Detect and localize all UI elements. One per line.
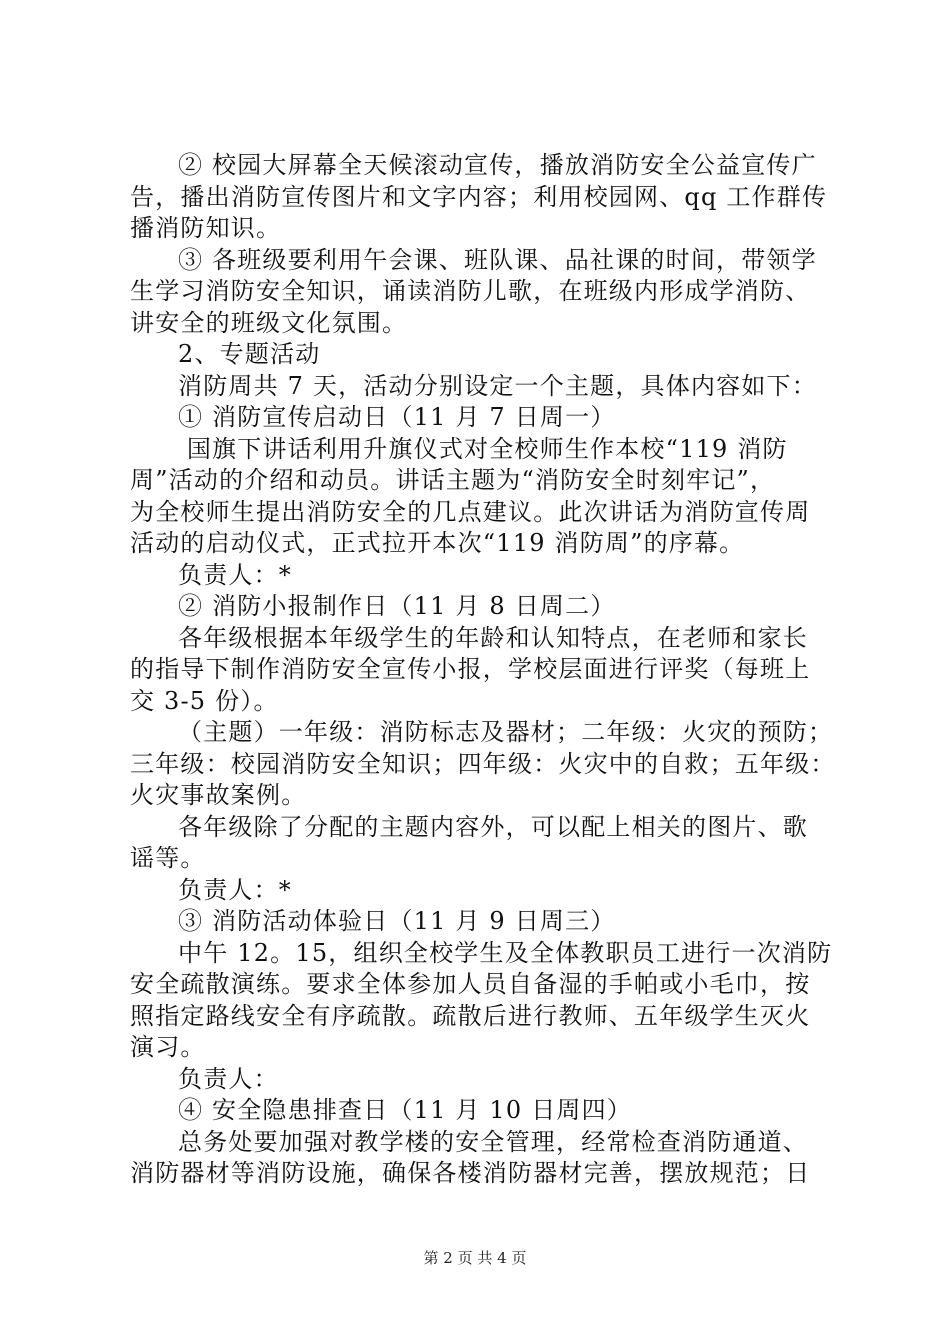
text-line: 负责人：* <box>178 875 292 904</box>
text-line: 消防周共 7 天，活动分别设定一个主题，具体内容如下： <box>178 371 817 400</box>
text-line: 谣等。 <box>130 844 206 872</box>
page-footer: 第 2 页 共 4 页 <box>423 1249 527 1267</box>
text-line: 活动的启动仪式，正式拉开本次“119 消防周”的序幕。 <box>130 529 745 557</box>
text-line: 照指定路线安全有序疏散。疏散后进行教师、五年级学生灭火 <box>130 1001 811 1030</box>
text-line: 负责人： <box>178 1064 279 1093</box>
text-line: ② 消防小报制作日（11 月 8 日周二） <box>178 592 616 620</box>
text-line: 各年级根据本年级学生的年龄和认知特点，在老师和家长 <box>178 623 808 652</box>
text-line: 演习。 <box>130 1033 206 1061</box>
text-line: 告，播出消防宣传图片和文字内容；利用校园网、qq 工作群传 <box>130 182 828 211</box>
text-line: 火灾事故案例。 <box>130 781 307 809</box>
text-line: 2、专题活动 <box>178 340 321 368</box>
text-line: 中午 12。15，组织全校学生及全体教职员工进行一次消防 <box>178 938 833 967</box>
text-line: 为全校师生提出消防安全的几点建议。此次讲话为消防宣传周 <box>130 497 811 526</box>
text-line: （主题）一年级：消防标志及器材；二年级：火灾的预防； <box>178 718 834 746</box>
text-line: 消防器材等消防设施，确保各楼消防器材完善，摆放规范；日 <box>130 1159 811 1187</box>
text-line: 讲安全的班级文化氛围。 <box>130 308 408 337</box>
text-line: 总务处要加强对教学楼的安全管理，经常检查消防通道、 <box>178 1127 808 1156</box>
text-line: 安全疏散演练。要求全体参加人员自备湿的手帕或小毛巾，按 <box>130 970 811 998</box>
text-line: ③ 各班级要利用午会课、班队课、品社课的时间，带领学 <box>178 245 817 274</box>
text-line: ① 消防宣传启动日（11 月 7 日周一） <box>178 403 616 431</box>
text-line: 三年级：校园消防安全知识；四年级：火灾中的自救；五年级： <box>130 749 836 778</box>
text-line: 各年级除了分配的主题内容外，可以配上相关的图片、歌 <box>178 812 808 841</box>
text-line: 周”活动的介绍和动员。讲话主题为“消防安全时刻牢记”， <box>130 466 776 494</box>
text-line: 生学习消防安全知识，诵读消防儿歌，在班级内形成学消防、 <box>130 277 811 305</box>
text-line: 负责人：* <box>178 560 292 589</box>
text-line: ③ 消防活动体验日（11 月 9 日周三） <box>178 907 616 935</box>
text-line: ② 校园大屏幕全天候滚动宣传，播放消防安全公益宣传广 <box>178 151 817 179</box>
text-line: 播消防知识。 <box>130 214 282 242</box>
text-line: 国旗下讲话利用升旗仪式对全校师生作本校“119 消防 <box>178 434 788 463</box>
text-line: 的指导下制作消防安全宣传小报，学校层面进行评奖（每班上 <box>130 655 811 683</box>
document-body <box>130 150 836 1190</box>
text-line: ④ 安全隐患排查日（11 月 10 日周四） <box>178 1096 632 1124</box>
text-line: 交 3-5 份）。 <box>130 686 279 715</box>
